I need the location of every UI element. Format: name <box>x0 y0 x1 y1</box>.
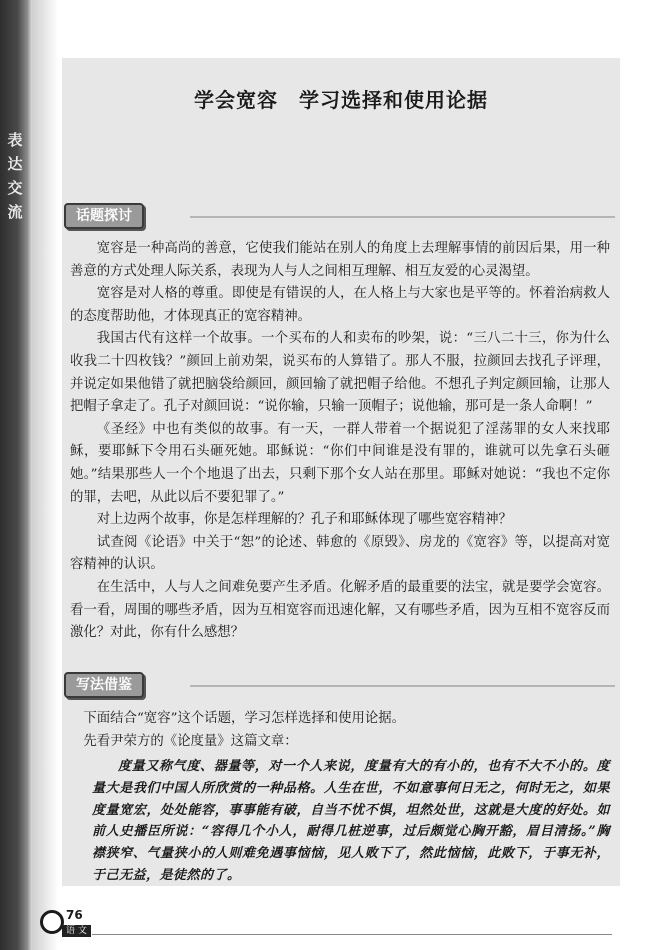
writing-intro <box>70 708 610 753</box>
sidebar-char: 流 <box>7 203 23 221</box>
section-divider <box>190 216 615 218</box>
paragraph: 我国古代有这样一个故事。一个买布的人和卖布的吵架，说：“三八二十三，你为什么收我二十四枚钱？”颜回上前劝架，说买布的人算错了。那人不服，拉颜回去找孔子评理，并说定如果他错了就把脑袋给颜回，颜回输了就把帽子给他。不想孔子判定颜回输，让那人把帽子拿走了。孔子对颜回说：“说你输，只输一顶帽子；说他输，那可是一条人命啊！” <box>70 331 610 415</box>
paragraph: 在生活中，人与人之间难免要产生矛盾。化解矛盾的最重要的法宝，就是要学会宽容。看一看，周围的哪些矛盾，因为互相宽容而迅速化解，又有哪些矛盾，因为互相不宽容反而激化？对此，你有什么感想？ <box>70 579 610 641</box>
intro-line: 先看尹荣方的《论度量》这篇文章： <box>83 733 298 749</box>
sidebar-label <box>2 128 28 224</box>
page-marker-icon <box>40 910 64 934</box>
side-fade <box>32 0 58 950</box>
paragraph: 试查阅《论语》中关于“恕”的论述、韩愈的《原毁》、房龙的《宽容》等，以提高对宽容精神的认识。 <box>70 534 610 573</box>
sidebar-char: 交 <box>7 179 23 197</box>
paragraph: 《圣经》中也有类似的故事。有一天，一群人带着一个据说犯了淫荡罪的女人来找耶稣，要耶稣下令用石头砸死她。耶稣说：“你们中间谁是没有罪的，谁就可以先拿石头砸她。”结果那些人一个个地退了出去，只剩下那个女人站在那里。耶稣对她说：“我也不定你的罪，去吧，从此以后不要犯罪了。” <box>70 421 610 505</box>
section-heading-topic: 话题探讨 <box>64 203 144 229</box>
section-heading-writing: 写法借鉴 <box>64 672 144 698</box>
section-divider <box>190 685 615 687</box>
paragraph: 宽容是对人格的尊重。即使是有错误的人，在人格上与大家也是平等的。怀着治病救人的态度帮助他，才体现真正的宽容精神。 <box>70 286 610 324</box>
topic-discussion-text <box>70 238 610 645</box>
book-name: 语 文 <box>62 925 91 937</box>
page-number: 76 <box>66 908 83 922</box>
intro-line: 下面结合“宽容”这个话题，学习怎样选择和使用论据。 <box>83 711 406 726</box>
quoted-passage <box>92 756 610 887</box>
sidebar-char: 达 <box>7 155 23 173</box>
paragraph: 对上边两个故事，你是怎样理解的？孔子和耶稣体现了哪些宽容精神？ <box>96 512 512 528</box>
footer-rule <box>92 934 612 935</box>
sidebar-char: 表 <box>7 131 23 149</box>
paragraph: 宽容是一种高尚的善意，它使我们能站在别人的角度上去理解事情的前因后果，用一种善意的方式处理人际关系，表现为人与人之间相互理解、相互友爱的心灵渴望。 <box>70 241 610 279</box>
passage-text: 度量又称气度、器量等，对一个人来说，度量有大的有小的，也有不大不小的。度量大是我们中国人所欣赏的一种品格。人生在世，不如意事何日无之，何时无之，如果度量宽宏，处处能容，事事能有破，自当不忧不惧，坦然处世，这就是大度的好处。如前人史播臣所说：“容得几个小人，耐得几桩逆事，过后颇觉心胸开豁，眉目清扬。”胸襟狭窄、气量狭小的人则难免遇事恼恼，见人败下了，然此恼恼，此败下，于事无补，于己无益，是徒然的了。 <box>92 759 610 883</box>
page-title: 学会宽容 学习选择和使用论据 <box>194 88 488 112</box>
